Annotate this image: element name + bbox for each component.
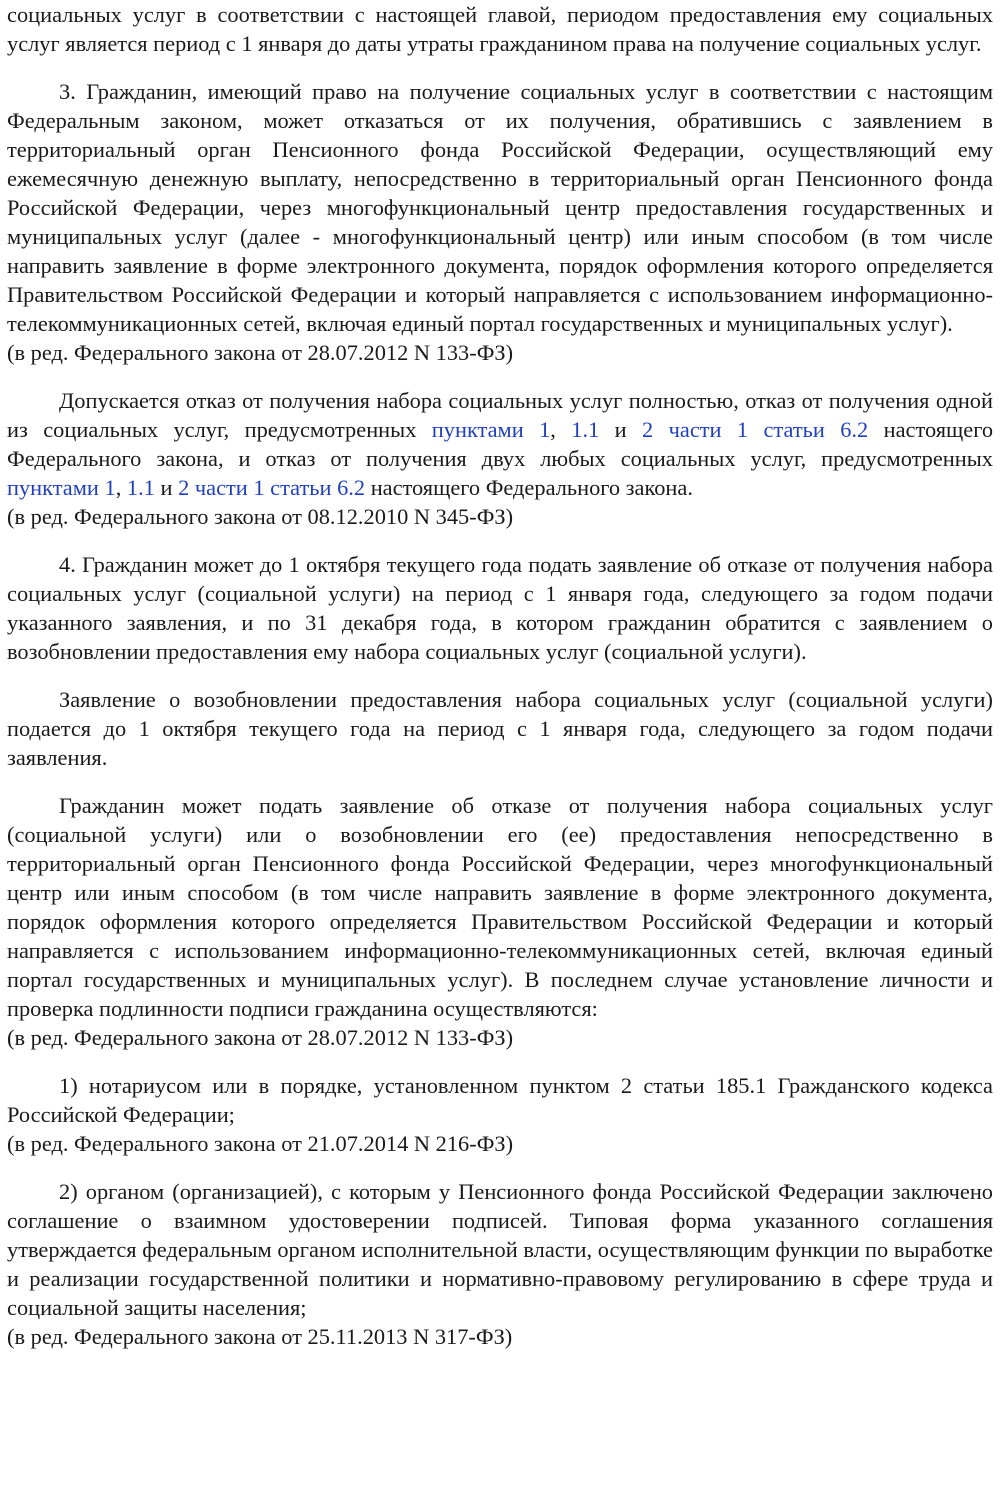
paragraph-subitem-2: 2) органом (организацией), с которым у Пенсионного фонда Российской Федерации заключено соглашение о взаимном удостоверении подписей. Типовая форма указанного соглашения утверждается федеральным органом исполнительной власти, осуществляющим функции по выработке и реализации государственной политики и нормативно-правовому регулированию в сфере труда и социальной защиты населения; bbox=[7, 1179, 993, 1320]
amendment-note: (в ред. Федерального закона от 28.07.2012 N 133-ФЗ) bbox=[7, 1025, 514, 1050]
amendment-note: (в ред. Федерального закона от 28.07.2012 N 133-ФЗ) bbox=[7, 340, 514, 365]
reference-link[interactable]: пунктами 1 bbox=[7, 475, 116, 500]
reference-link[interactable]: 2 части 1 статьи 6.2 bbox=[178, 475, 366, 500]
amendment-note: (в ред. Федерального закона от 08.12.2010 N 345-ФЗ) bbox=[7, 504, 514, 529]
paragraph-refusal-options bbox=[7, 386, 993, 502]
paragraph-text: и bbox=[154, 475, 179, 500]
paragraph-text: , bbox=[550, 417, 572, 442]
paragraph-text: и bbox=[599, 417, 643, 442]
paragraph-submission-methods: Гражданин может подать заявление об отказе от получения набора социальных услуг (социальной услуги) или о возобновлении его (ее) предоставления непосредственно в территориальный орган Пенсионного фонда Российской Федерации, через многофункциональный центр или иным способом (в том числе направить заявление в форме электронного документа, порядок оформления которого определяется Правительством Российской Федерации и который направляется с использованием информационно-телекоммуникационных сетей, включая единый портал государственных и муниципальных услуг). В последнем случае установление личности и проверка подлинности подписи гражданина осуществляются: bbox=[7, 793, 993, 1021]
reference-link[interactable]: 1.1 bbox=[126, 475, 155, 500]
reference-link[interactable]: пунктами 1 bbox=[431, 417, 551, 442]
paragraph-text: , bbox=[115, 475, 127, 500]
document-page bbox=[7, 0, 993, 1351]
paragraph-continuation: социальных услуг в соответствии с настоящей главой, периодом предоставления ему социальных услуг является период с 1 января до даты утраты гражданином права на получение социальных услуг. bbox=[7, 2, 993, 56]
amendment-note: (в ред. Федерального закона от 25.11.2013 N 317-ФЗ) bbox=[7, 1324, 513, 1349]
paragraph-text: Допускается отказ от получения набора социальных услуг полностью, отказ от получения одной из социальных услуг, предусмотренных bbox=[7, 388, 993, 442]
paragraph-subitem-1: 1) нотариусом или в порядке, установленном пунктом 2 статьи 185.1 Гражданского кодекса Российской Федерации; bbox=[7, 1073, 993, 1127]
amendment-note: (в ред. Федерального закона от 21.07.2014 N 216-ФЗ) bbox=[7, 1131, 514, 1156]
paragraph-renewal-application: Заявление о возобновлении предоставления набора социальных услуг (социальной услуги) подается до 1 октября текущего года на период с 1 января года, следующего за годом подачи заявления. bbox=[7, 687, 993, 770]
reference-link[interactable]: 1.1 bbox=[571, 417, 600, 442]
paragraph-text: настоящего Федерального закона. bbox=[365, 475, 693, 500]
reference-link[interactable]: 2 части 1 статьи 6.2 bbox=[642, 417, 869, 442]
paragraph-item-3: 3. Гражданин, имеющий право на получение социальных услуг в соответствии с настоящим Федеральным законом, может отказаться от их получения, обратившись с заявлением в территориальный орган Пенсионного фонда Российской Федерации, осуществляющий ему ежемесячную денежную выплату, непосредственно в территориальный орган Пенсионного фонда Российской Федерации, через многофункциональный центр предоставления государственных и муниципальных услуг (далее - многофункциональный центр) или иным способом (в том числе направить заявление в форме электронного документа, порядок оформления которого определяется Правительством Российской Федерации и который направляется с использованием информационно-телекоммуникационных сетей, включая единый портал государственных и муниципальных услуг). bbox=[7, 79, 993, 336]
paragraph-item-4: 4. Гражданин может до 1 октября текущего года подать заявление об отказе от получения набора социальных услуг (социальной услуги) на период с 1 января года, следующего за годом подачи указанного заявления, и по 31 декабря года, в котором гражданин обратится с заявлением о возобновлении предоставления ему набора социальных услуг (социальной услуги). bbox=[7, 552, 993, 664]
paragraph-text: настоящего Федерального закона, и отказ от получения двух любых социальных услуг, предусмотренных bbox=[7, 417, 994, 471]
